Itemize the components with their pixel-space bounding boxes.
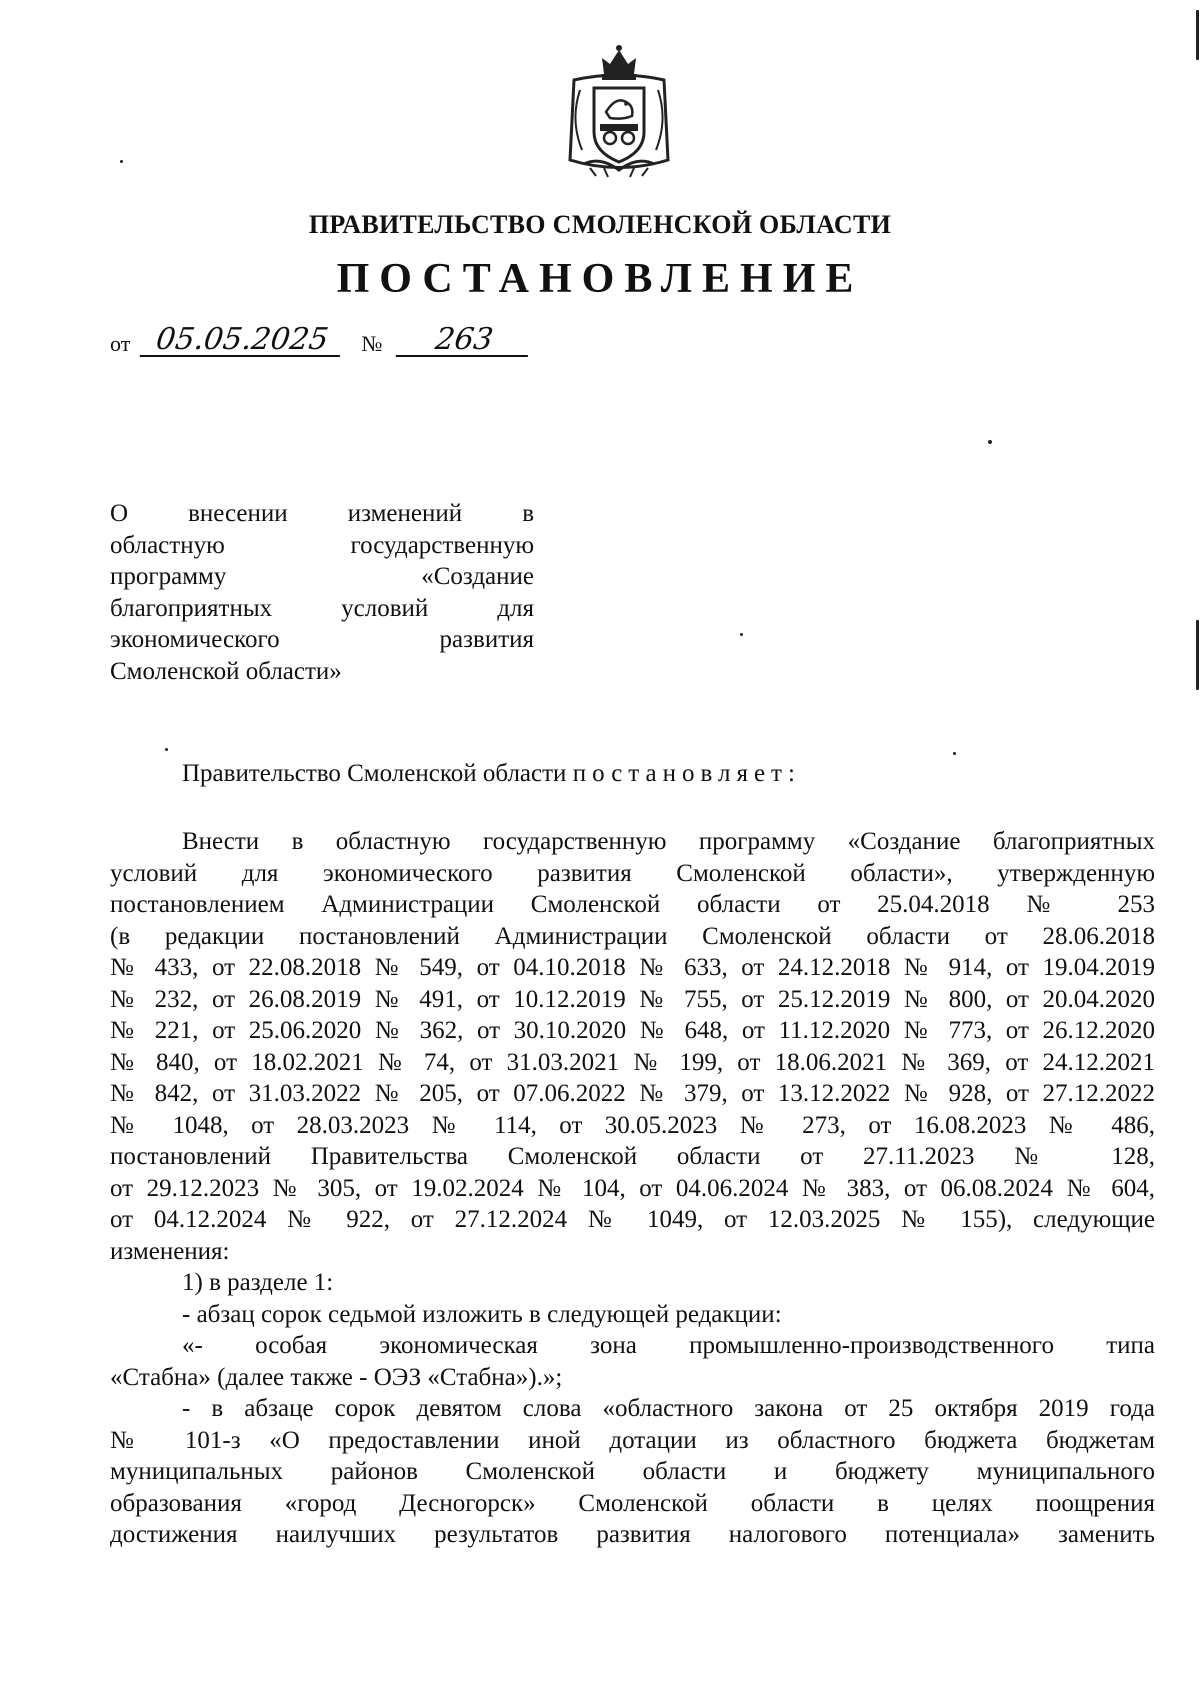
body-line: № 840, от 18.02.2021 № 74, от 31.03.2021 № 199, от 18.06.2021 № 369, от 24.12.2021 [110, 1048, 1155, 1076]
body-line: № 232, от 26.08.2019 № 491, от 10.12.2019 № 755, от 25.12.2019 № 800, от 20.04.2020 [110, 985, 1155, 1013]
body-line: условий для экономического развития Смоленской области», утвержденную [110, 859, 1155, 887]
scan-speck [120, 160, 123, 163]
body-line: муниципальных районов Смоленской области и бюджету муниципального [110, 1458, 1155, 1485]
date-number-line [110, 322, 530, 357]
subject-line: областную государственную [110, 531, 534, 559]
body-line: 1) в разделе 1: [182, 1269, 334, 1296]
body-line: «- особая экономическая зона промышленно-производственного типа [182, 1332, 1155, 1359]
body-line: постановлением Администрации Смоленской области от 25.04.2018 № 253 [110, 891, 1155, 918]
body-line: постановлений Правительства Смоленской области от 27.11.2023 № 128, [110, 1143, 1155, 1170]
scan-speck [165, 748, 168, 751]
number-value: 263 [396, 325, 532, 357]
date-value: 05.05.2025 [140, 325, 344, 357]
number-label: № [361, 331, 383, 356]
subject-line: Смоленской области» [110, 657, 342, 685]
scan-speck [953, 752, 956, 755]
subject-line: экономического развития [110, 626, 534, 653]
body-text [110, 826, 1155, 1551]
coat-of-arms-icon [560, 40, 678, 180]
government-title: ПРАВИТЕЛЬСТВО СМОЛЕНСКОЙ ОБЛАСТИ [308, 210, 892, 239]
scan-speck [740, 633, 743, 636]
scan-speck [1196, 620, 1199, 690]
subject-block [110, 498, 534, 687]
body-line: (в редакции постановлений Администрации Смоленской области от 28.06.2018 [110, 922, 1155, 950]
body-line: № 1048, от 28.03.2023 № 114, от 30.05.2023 № 273, от 16.08.2023 № 486, [110, 1111, 1155, 1139]
resolves-prefix: Правительство Смоленской области [182, 760, 567, 787]
body-line: - в абзаце сорок девятом слова «областного закона от 25 октября 2019 года [182, 1395, 1155, 1422]
subject-line: благоприятных условий для [110, 594, 534, 622]
body-line: Внести в областную государственную программу «Создание благоприятных [182, 828, 1155, 855]
body-line: № 433, от 22.08.2018 № 549, от 04.10.2018 № 633, от 24.12.2018 № 914, от 19.04.2019 [110, 954, 1155, 981]
body-line: «Стабна» (далее также - ОЭЗ «Стабна»).»; [110, 1363, 563, 1391]
body-line: достижения наилучших результатов развития налогового потенциала» заменить [110, 1521, 1155, 1548]
body-line: от 04.12.2024 № 922, от 27.12.2024 № 1049, от 12.03.2025 № 155), следующие [110, 1206, 1155, 1233]
body-line: образования «город Десногорск» Смоленской области в целях поощрения [110, 1489, 1155, 1517]
body-line: № 221, от 25.06.2020 № 362, от 30.10.2020 № 648, от 11.12.2020 № 773, от 26.12.2020 [110, 1017, 1155, 1044]
subject-line: программу «Создание [110, 563, 534, 590]
scan-speck [1196, 10, 1199, 60]
body-line: № 101-з «О предоставлении иной дотации из областного бюджета бюджетам [110, 1426, 1155, 1454]
body-line: изменения: [110, 1237, 230, 1265]
document-type: ПОСТАНОВЛЕНИЕ [336, 256, 864, 302]
resolves-verb: постановляет: [572, 760, 801, 787]
resolves-line [182, 760, 801, 788]
scan-speck [988, 440, 992, 444]
subject-line: О внесении изменений в [110, 500, 534, 527]
body-line: № 842, от 31.03.2022 № 205, от 07.06.2022 № 379, от 13.12.2022 № 928, от 27.12.2022 [110, 1080, 1155, 1107]
body-line: от 29.12.2023 № 305, от 19.02.2024 № 104, от 04.06.2024 № 383, от 06.08.2024 № 604, [110, 1174, 1155, 1202]
date-label: от [110, 331, 131, 356]
body-line: - абзац сорок седьмой изложить в следующей редакции: [182, 1300, 782, 1328]
